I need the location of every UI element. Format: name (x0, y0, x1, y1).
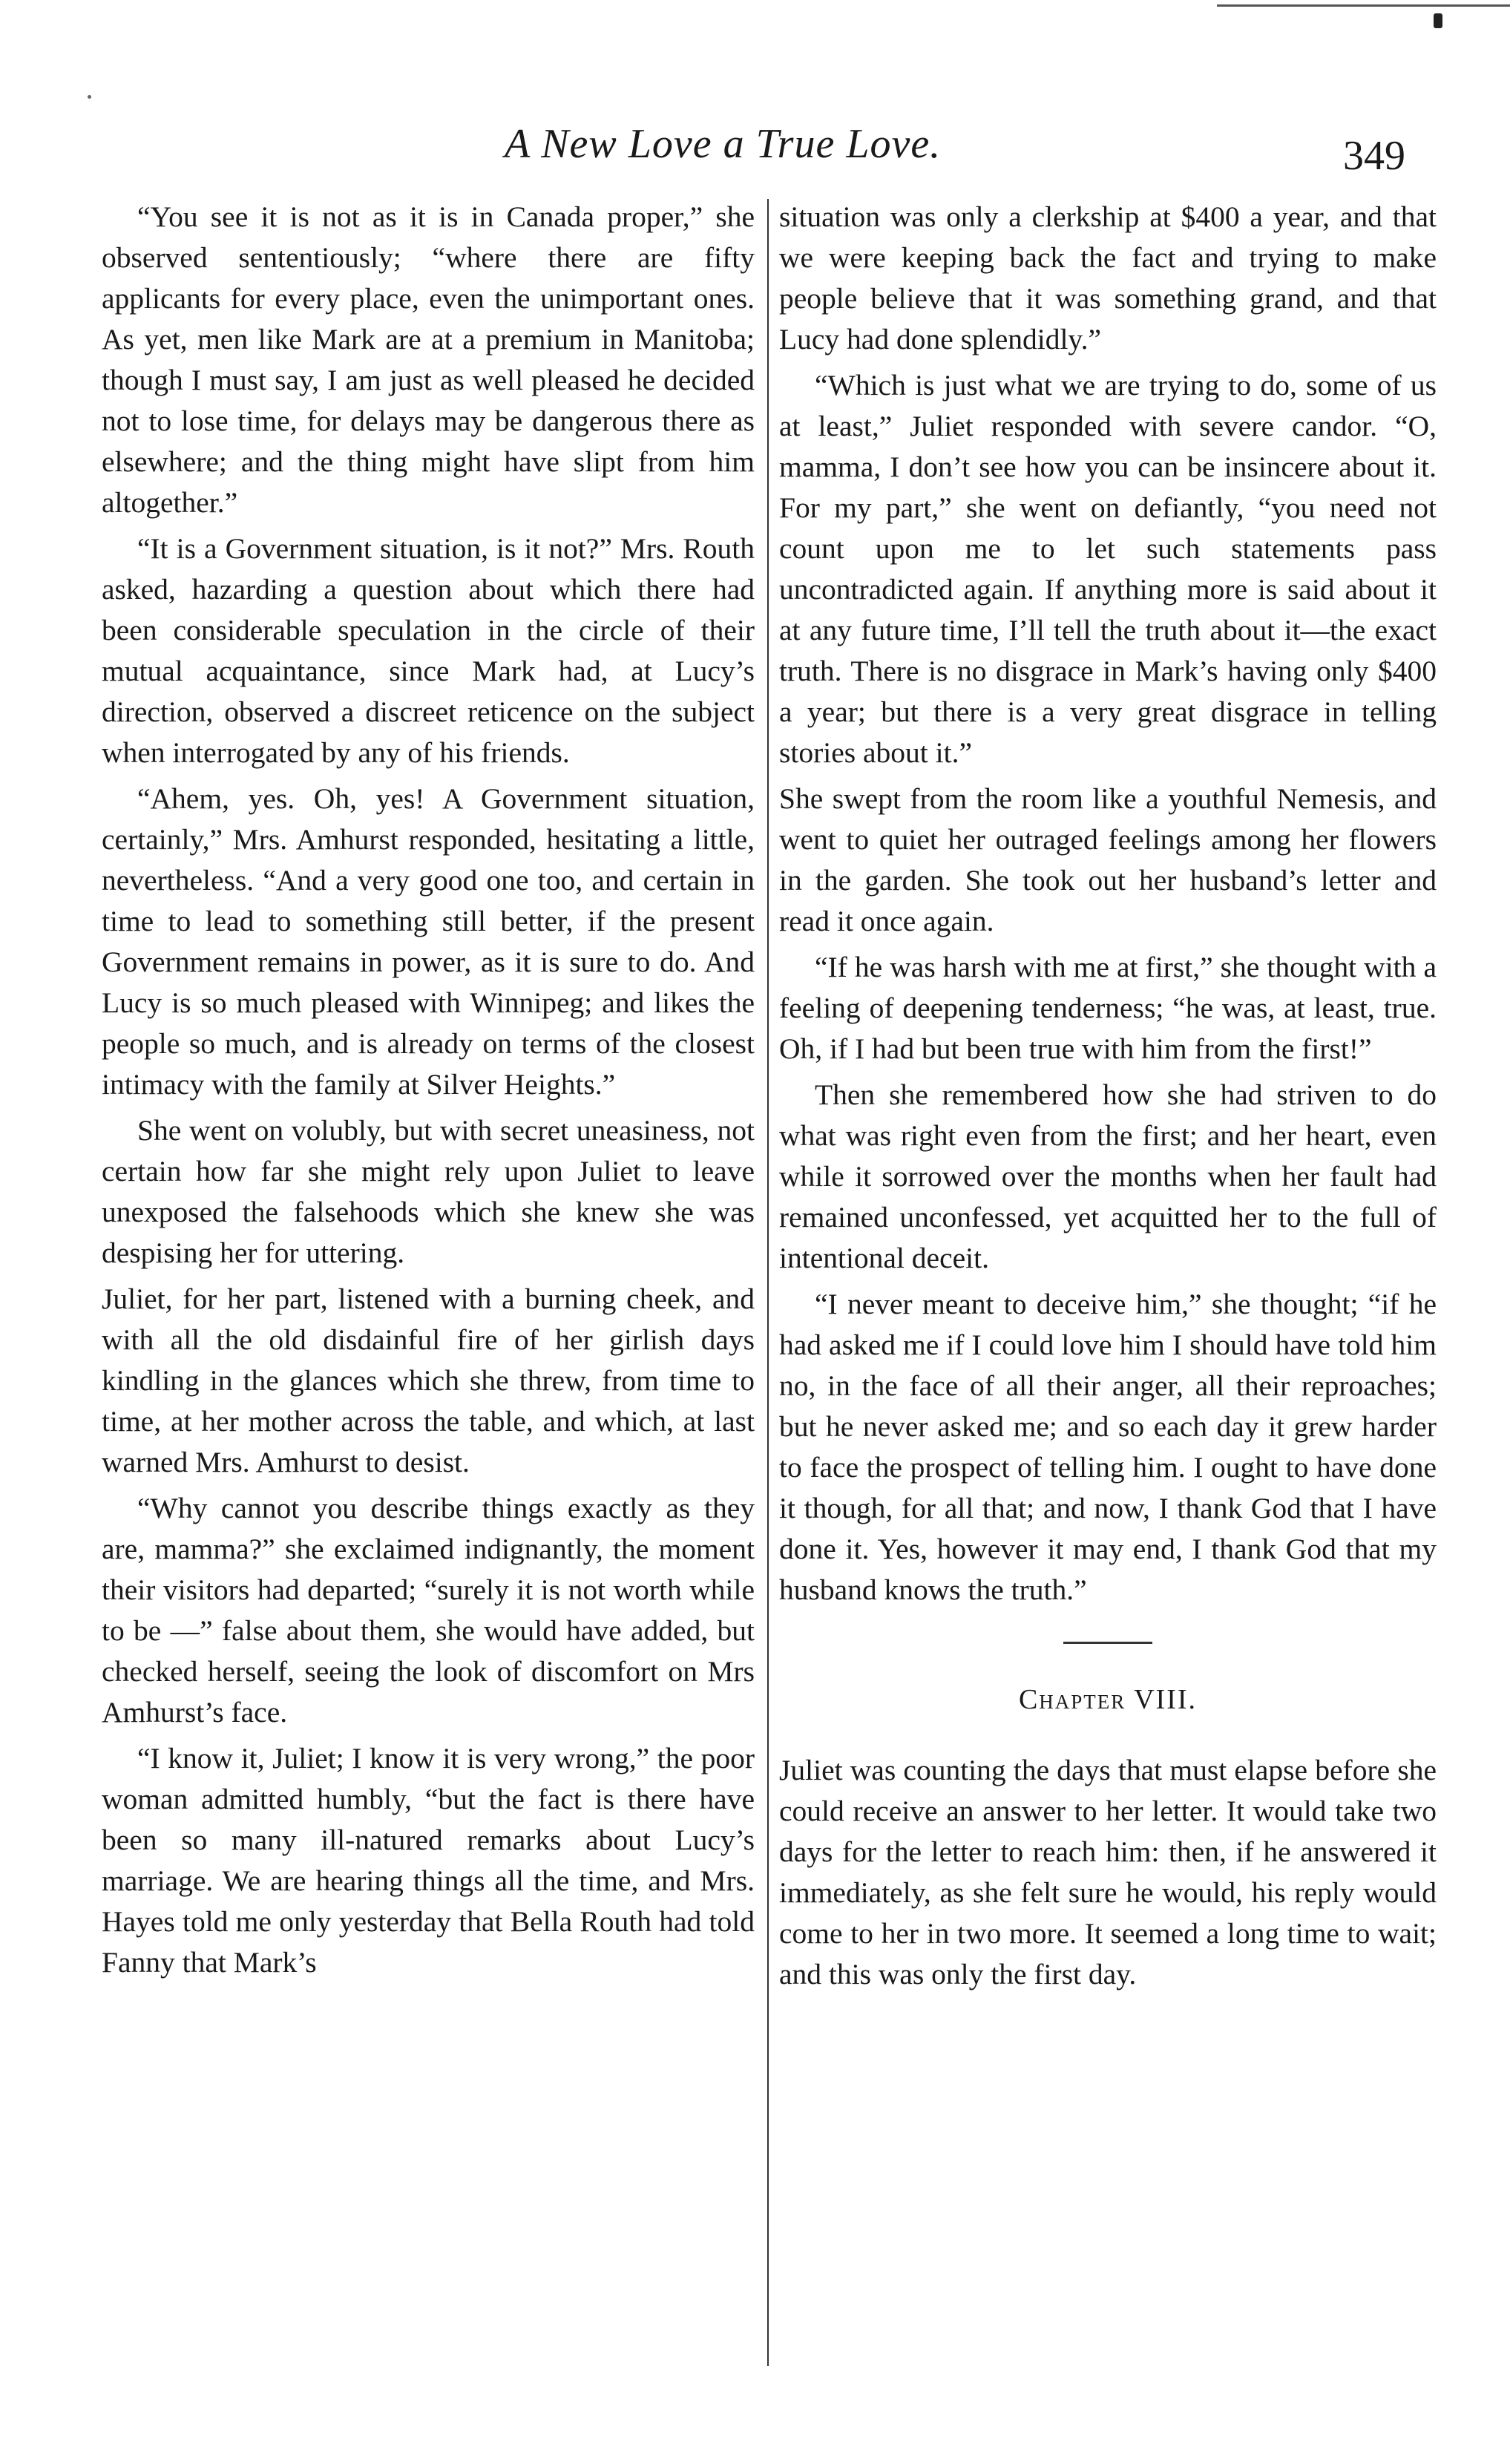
paragraph: “Why cannot you describe things exactly as they are, mamma?” she exclaimed indignantly, the moment their visitors had departed; “surely it is not worth while to be —” false about them, she would have added, but checked herself, seeing the look of discomfort on Mrs Amhurst’s face. (102, 1492, 755, 1729)
paragraph: “You see it is not as it is in Canada proper,” she observed sententiously; “where there are fifty applicants for every place, even the unimportant ones. As yet, men like Mark are at a premium in Manitoba; though I must say, I am just as well pleased he decided not to lose time, for delays may be dangerous there as elsewhere; and the thing might have slipt from him altogether.” (102, 200, 755, 519)
paragraph: “I never meant to deceive him,” she thought; “if he had asked me if I could love him I should have told him no, in the face of all their anger, all their reproaches; but he never asked me; and so each day it grew harder to face the prospect of telling him. I ought to have done it though, for all that; and now, I thank God that I have done it. Yes, however it may end, I thank God that my husband knows the truth.” (779, 1288, 1437, 1606)
paragraph: She went on volubly, but with secret uneasiness, not certain how far she might rely upon Juliet to leave unexposed the falsehoods which she knew she was despising her for uttering. (102, 1114, 755, 1269)
paragraph: Juliet, for her part, listened with a burning cheek, and with all the old disdainful fire of her girlish days kindling in the glances which she threw, from time to time, at her mother across the table, and which, at last warned Mrs. Amhurst to desist. (102, 1282, 755, 1478)
running-title: A New Love a True Love. (505, 121, 942, 167)
page-number: 349 (1343, 133, 1405, 179)
column-divider (767, 199, 769, 2366)
paragraph: “Ahem, yes. Oh, yes! A Government situation, certainly,” Mrs. Amhurst responded, hesitating a little, nevertheless. “And a very good one too, and certain in time to lead to something still better, if the present Government remains in power, as it is sure to do. And Lucy is so much pleased with Winnipeg; and likes the people so much, and is already on terms of the closest intimacy with the family at Silver Heights.” (102, 782, 755, 1101)
paragraph: situation was only a clerkship at $400 a year, and that we were keeping back the fact and trying to make people believe that it was something grand, and that Lucy had done splendidly.” (779, 200, 1437, 355)
paragraph: She swept from the room like a youthful Nemesis, and went to quiet her outraged feelings among her flowers in the garden. She took out her husband’s letter and read it once again. (779, 782, 1437, 937)
right-column (779, 197, 1437, 2000)
chapter-heading: Chapter VIII. (1018, 1684, 1198, 1715)
paragraph: “It is a Government situation, is it not?” Mrs. Routh asked, hazarding a question about which there had been considerable speculation in the circle of their mutual acquaintance, since Mark had, at Lucy’s direction, observed a discreet reticence on the subject when interrogated by any of his friends. (102, 532, 755, 769)
stray-dot (88, 95, 91, 99)
paragraph: “Which is just what we are trying to do, some of us at least,” Juliet responded with severe candor. “O, mamma, I don’t see how you can be insincere about it. For my part,” she went on defiantly, “you need not count upon me to let such statements pass uncontradicted again. If anything more is said about it at any future time, I’ll tell the truth about it—the exact truth. There is no disgrace in Mark’s having only $400 a year; but there is a very great disgrace in telling stories about it.” (779, 369, 1437, 769)
section-divider (1063, 1642, 1152, 1644)
paragraph: “I know it, Juliet; I know it is very wrong,” the poor woman admitted humbly, “but the fact is there have been so many ill-natured remarks about Lucy’s marriage. We are hearing things all the time, and Mrs. Hayes told me only yesterday that Bella Routh had told Fanny that Mark’s (102, 1742, 755, 1979)
left-column (102, 197, 755, 1988)
ink-mark (1434, 13, 1442, 28)
top-edge-rule (1217, 4, 1510, 7)
paragraph: “If he was harsh with me at first,” she thought with a feeling of deepening tenderness; “he was, at least, true. Oh, if I had but been true with him from the first!” (779, 951, 1437, 1065)
paragraph: Then she remembered how she had striven to do what was right even from the first; and her heart, even while it sorrowed over the months when her fault had remained unconfessed, yet acquitted her to the full of intentional deceit. (779, 1078, 1437, 1274)
paragraph: Juliet was counting the days that must elapse before she could receive an answer to her letter. It would take two days for the letter to reach him: then, if he answered it immediately, as she felt sure he would, his reply would come to her in two more. It seemed a long time to wait; and this was only the first day. (779, 1754, 1437, 1990)
